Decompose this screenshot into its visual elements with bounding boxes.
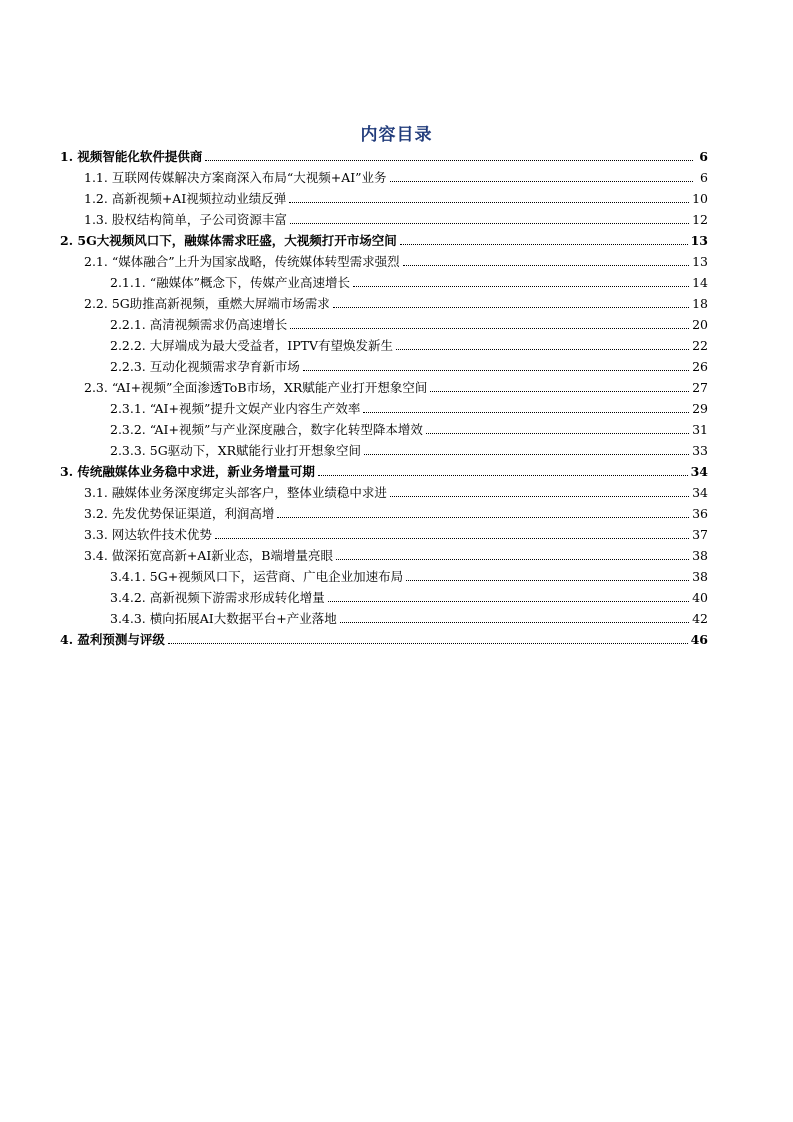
toc-entry[interactable]: [60, 272, 708, 293]
toc-entry[interactable]: [60, 146, 708, 167]
toc-entry-page-number: 33: [692, 443, 708, 458]
dot-leader: [336, 558, 689, 560]
toc-entry-page-number: 31: [692, 422, 708, 437]
toc-entry-label: 3.4.3. 横向拓展AI大数据平台+产业落地: [110, 611, 337, 626]
toc-entry-page-number: 34: [690, 464, 708, 479]
toc-entry-label: 1.1. 互联网传媒解决方案商深入布局“大视频+AI”业务: [84, 170, 387, 185]
toc-entry-page-number: 27: [692, 380, 708, 395]
toc-entry-label: 2.3.1. “AI+视频”提升文娱产业内容生产效率: [110, 401, 361, 416]
toc-entry[interactable]: [60, 545, 708, 566]
toc-entry[interactable]: [60, 230, 708, 251]
toc-entry[interactable]: [60, 440, 708, 461]
toc-entry[interactable]: [60, 356, 708, 377]
toc-entry[interactable]: [60, 188, 708, 209]
toc-entry[interactable]: [60, 167, 708, 188]
toc-entry-label: 2.3.3. 5G驱动下，XR赋能行业打开想象空间: [110, 443, 362, 458]
toc-entry-label: 2.2.3. 互动化视频需求孕育新市场: [110, 359, 300, 374]
toc-entry-label: 3.4. 做深拓宽高新+AI新业态，B端增量亮眼: [84, 548, 333, 563]
toc-entry-page-number: 26: [692, 359, 708, 374]
dot-leader: [406, 579, 689, 581]
dot-leader: [400, 243, 688, 245]
toc-entry-page-number: 34: [692, 485, 708, 500]
dot-leader: [303, 369, 689, 371]
toc-entry-label: 3.4.2. 高新视频下游需求形成转化增量: [110, 590, 325, 605]
dot-leader: [390, 495, 689, 497]
dot-leader: [396, 348, 689, 350]
toc-entry-label: 3. 传统融媒体业务稳中求进，新业务增量可期: [60, 464, 315, 479]
toc-entry[interactable]: [60, 587, 708, 608]
table-of-contents: [60, 146, 708, 650]
toc-entry-label: 2.1. “媒体融合”上升为国家战略，传统媒体转型需求强烈: [84, 254, 400, 269]
toc-entry-page-number: 6: [699, 149, 708, 164]
toc-entry-page-number: 18: [692, 296, 708, 311]
toc-entry[interactable]: [60, 398, 708, 419]
dot-leader: [168, 642, 688, 644]
toc-entry-label: 2. 5G大视频风口下，融媒体需求旺盛，大视频打开市场空间: [60, 233, 397, 248]
toc-entry-page-number: 38: [692, 548, 708, 563]
toc-entry-page-number: 29: [692, 401, 708, 416]
dot-leader: [328, 600, 689, 602]
dot-leader: [340, 621, 689, 623]
toc-entry-page-number: 46: [690, 632, 708, 647]
toc-entry-label: 2.2.2. 大屏端成为最大受益者，IPTV有望焕发新生: [110, 338, 393, 353]
dot-leader: [426, 432, 689, 434]
dot-leader: [403, 264, 689, 266]
toc-entry-page-number: 13: [690, 233, 708, 248]
toc-entry[interactable]: [60, 608, 708, 629]
toc-title: 内容目录: [360, 125, 433, 145]
toc-entry[interactable]: [60, 335, 708, 356]
toc-entry-page-number: 13: [692, 254, 708, 269]
toc-entry-label: 3.4.1. 5G+视频风口下，运营商、广电企业加速布局: [110, 569, 404, 584]
toc-entry-label: 3.3. 网达软件技术优势: [84, 527, 212, 542]
toc-entry-page-number: 14: [692, 275, 708, 290]
toc-entry-label: 3.1. 融媒体业务深度绑定头部客户，整体业绩稳中求进: [84, 485, 387, 500]
toc-entry-label: 2.1.1. “融媒体”概念下，传媒产业高速增长: [110, 275, 351, 290]
dot-leader: [277, 516, 689, 518]
dot-leader: [333, 306, 689, 308]
toc-entry-label: 1.3. 股权结构简单，子公司资源丰富: [84, 212, 287, 227]
toc-entry-page-number: 38: [692, 569, 708, 584]
toc-entry-page-number: 20: [692, 317, 708, 332]
dot-leader: [364, 453, 689, 455]
toc-entry[interactable]: [60, 629, 708, 650]
toc-entry-label: 4. 盈利预测与评级: [60, 632, 165, 647]
toc-entry-page-number: 12: [692, 212, 708, 227]
toc-entry-page-number: 37: [692, 527, 708, 542]
toc-entry[interactable]: [60, 419, 708, 440]
dot-leader: [205, 159, 693, 161]
toc-entry-label: 3.2. 先发优势保证渠道，利润高增: [84, 506, 275, 521]
dot-leader: [390, 180, 693, 182]
dot-leader: [215, 537, 689, 539]
dot-leader: [289, 201, 689, 203]
toc-entry-label: 1.2. 高新视频+AI视频拉动业绩反弹: [84, 191, 287, 206]
toc-entry-label: 2.2.1. 高清视频需求仍高速增长: [110, 317, 288, 332]
dot-leader: [318, 474, 688, 476]
toc-entry-label: 2.3. “AI+视频”全面渗透ToB市场，XR赋能产业打开想象空间: [84, 380, 428, 395]
toc-entry[interactable]: [60, 482, 708, 503]
dot-leader: [290, 327, 689, 329]
toc-entry-page-number: 22: [692, 338, 708, 353]
dot-leader: [430, 390, 689, 392]
dot-leader: [353, 285, 689, 287]
toc-entry-label: 1. 视频智能化软件提供商: [60, 149, 203, 164]
toc-entry[interactable]: [60, 251, 708, 272]
toc-entry-label: 2.3.2. “AI+视频”与产业深度融合，数字化转型降本增效: [110, 422, 423, 437]
dot-leader: [290, 222, 689, 224]
toc-entry-page-number: 10: [692, 191, 708, 206]
toc-entry-page-number: 6: [700, 170, 708, 185]
dot-leader: [363, 411, 689, 413]
toc-entry[interactable]: [60, 566, 708, 587]
toc-entry-label: 2.2. 5G助推高新视频，重燃大屏端市场需求: [84, 296, 330, 311]
toc-entry[interactable]: [60, 314, 708, 335]
toc-entry[interactable]: [60, 209, 708, 230]
toc-entry-page-number: 36: [692, 506, 708, 521]
toc-entry[interactable]: [60, 293, 708, 314]
toc-entry[interactable]: [60, 503, 708, 524]
toc-entry[interactable]: [60, 461, 708, 482]
toc-entry-page-number: 42: [692, 611, 708, 626]
toc-entry[interactable]: [60, 377, 708, 398]
toc-entry-page-number: 40: [692, 590, 708, 605]
toc-entry[interactable]: [60, 524, 708, 545]
